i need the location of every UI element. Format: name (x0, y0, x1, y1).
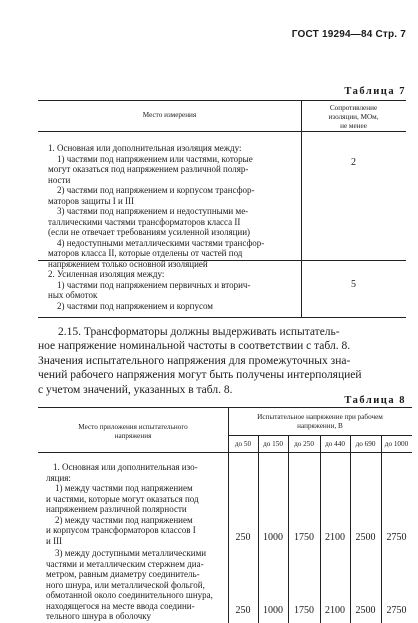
table8-group-header (228, 413, 412, 431)
clause-2-15-paragraph (38, 325, 406, 397)
table7-row1-value: 2 (351, 157, 356, 168)
table8-row1-value: 1000 (263, 532, 283, 543)
voltage-column-header: до 250 (294, 440, 314, 448)
voltage-column-header: до 440 (325, 440, 345, 448)
paragraph-line: Значения испытательного напряжения для промежуточных зна- (38, 354, 351, 367)
table7-row1-line: 1) частями под напряжением или частями, которые (57, 153, 253, 164)
table8-row1-line: напряжением различной полярности (46, 504, 187, 514)
table8-col1-header-line: напряжения (114, 432, 152, 441)
table8-row2-value: 2750 (386, 605, 407, 616)
voltage-column-header: до 150 (263, 440, 283, 448)
table8-row2-line: ного шнура, или металлической фольгой, (46, 579, 205, 590)
table8-column-divider (350, 435, 351, 623)
paragraph-line: ное напряжение номинальной частоты в соответствии с табл. 8. (38, 340, 351, 353)
paragraph-line: 2.15. Трансформаторы должны выдерживать испытатель- (58, 326, 340, 338)
table8-row1-line: 1. Основная или дополнительная изо- (53, 462, 198, 472)
table8-row1-value: 1750 (294, 532, 314, 543)
table7-row1-line: маторов защиты I и III (48, 195, 135, 206)
table7-row2-line: ных обмоток (48, 290, 98, 300)
running-header: ГОСТ 19294—84 Стр. 7 (291, 29, 406, 40)
table8-header-divider (38, 452, 412, 453)
table8-row2-text (46, 548, 226, 622)
table8-row2-line: обмотанной около соединительного шнура, (46, 590, 213, 600)
table8-row2-value: 2500 (355, 605, 376, 616)
table8-row1-text (46, 462, 226, 546)
voltage-column-header: до 50 (234, 440, 252, 448)
table7-row2-text (48, 269, 300, 311)
table8-column-divider (320, 435, 321, 623)
table8-row2-value: 1750 (294, 605, 314, 616)
table7-caption: Таблица 7 (344, 86, 406, 97)
table7-col1-header: Место измерения (142, 111, 197, 119)
table7-row2-line: 1) частями под напряжением первичных и вторич- (57, 279, 251, 290)
table8-row2-line: частями и металлическим стержнем диа- (46, 558, 204, 569)
table7-row1-line: таллическими частями трансформаторов класса II (48, 216, 241, 227)
table8-col1-header-line: Место приложения испытательного (78, 423, 188, 431)
table8-row2-line: находящегося на месте ввода соедини- (46, 600, 195, 611)
table7-row2-line: 2. Усиленная изоляция между: (48, 269, 165, 279)
table7-row1-text (48, 143, 300, 269)
table7-row2-line: 2) частями под напряжением и корпусом (57, 300, 213, 311)
table8-top-border (38, 407, 412, 408)
table7-col2-header-line: Сопротивление (329, 104, 378, 112)
table7-row1-line: ности (48, 174, 71, 185)
table8-row1-line: и корпусом трансформаторов классов I (46, 525, 196, 535)
table7-col2-header-line: изоляции, МОм, (328, 113, 379, 122)
table7-row1-line: 1. Основная или дополнительная изоляция между: (48, 143, 242, 153)
table8-row1-line: ляция: (46, 472, 71, 483)
table7-col2-header-line: не менее (340, 122, 367, 131)
table8-column-divider (381, 435, 382, 623)
table8-row2-value: 2100 (325, 605, 345, 616)
table7-row1-line: могут оказаться под напряжением различной поляр- (48, 164, 249, 174)
voltage-column-header: до 1000 (384, 440, 409, 448)
table8-caption: Таблица 8 (344, 395, 406, 406)
table7-row1-line: 4) недоступными металлическими частями трансфор- (57, 237, 265, 248)
table8-row1-line: 1) между частями под напряжением (55, 483, 193, 493)
table8-row1-line: 2) между частями под напряжением (55, 514, 193, 525)
table7-col2-header (301, 104, 406, 132)
table8-group-header-line: напряжении, В (297, 422, 343, 431)
table8-row2-value: 1000 (263, 605, 283, 616)
table8-group-header-line: Испытательное напряжение при рабочем (257, 413, 383, 421)
table8-row2-line: метром, равным диаметру соединитель- (46, 569, 200, 579)
table7-row1-line: 3) частями под напряжением и недоступными ме- (57, 206, 249, 216)
paragraph-line: чений рабочего напряжения могут быть получены интерполяцией (38, 369, 362, 382)
table8-row1-value: 2750 (386, 532, 407, 543)
table8-row1-value: 2100 (325, 532, 345, 543)
table7-row1-line: (если не отвечает требованиям усиленной изоляции) (48, 227, 251, 237)
table8-row2-value: 250 (235, 605, 251, 616)
paragraph-line: с учетом значений, указанных в табл. 8. (38, 383, 233, 396)
table8-col1-header (38, 423, 228, 441)
table7-top-border (38, 100, 406, 101)
table8-row1-line: и III (46, 535, 63, 546)
table8-row2-line: тельного шнура в оболочку (46, 611, 152, 621)
table7-row1-line: напряжением только основной изоляцией (48, 258, 208, 269)
table8-row1-line: и частями, которые могут оказаться под (46, 493, 199, 504)
table8-row1-value: 2500 (355, 532, 376, 543)
table8-row1-value: 250 (235, 532, 251, 543)
voltage-column-header: до 690 (355, 440, 376, 448)
table8-column-divider (288, 435, 289, 623)
table8-row2-line: 3) между доступными металлическими (55, 548, 207, 558)
table7-row1-line: 2) частями под напряжением и корпусом трансфор- (57, 185, 255, 195)
table7-bottom-border (38, 317, 406, 318)
table7-row1-line: маторов класса II, которые отделены от частей под (48, 248, 243, 258)
table8-column-divider (258, 435, 259, 623)
table7-row2-value: 5 (351, 279, 356, 290)
